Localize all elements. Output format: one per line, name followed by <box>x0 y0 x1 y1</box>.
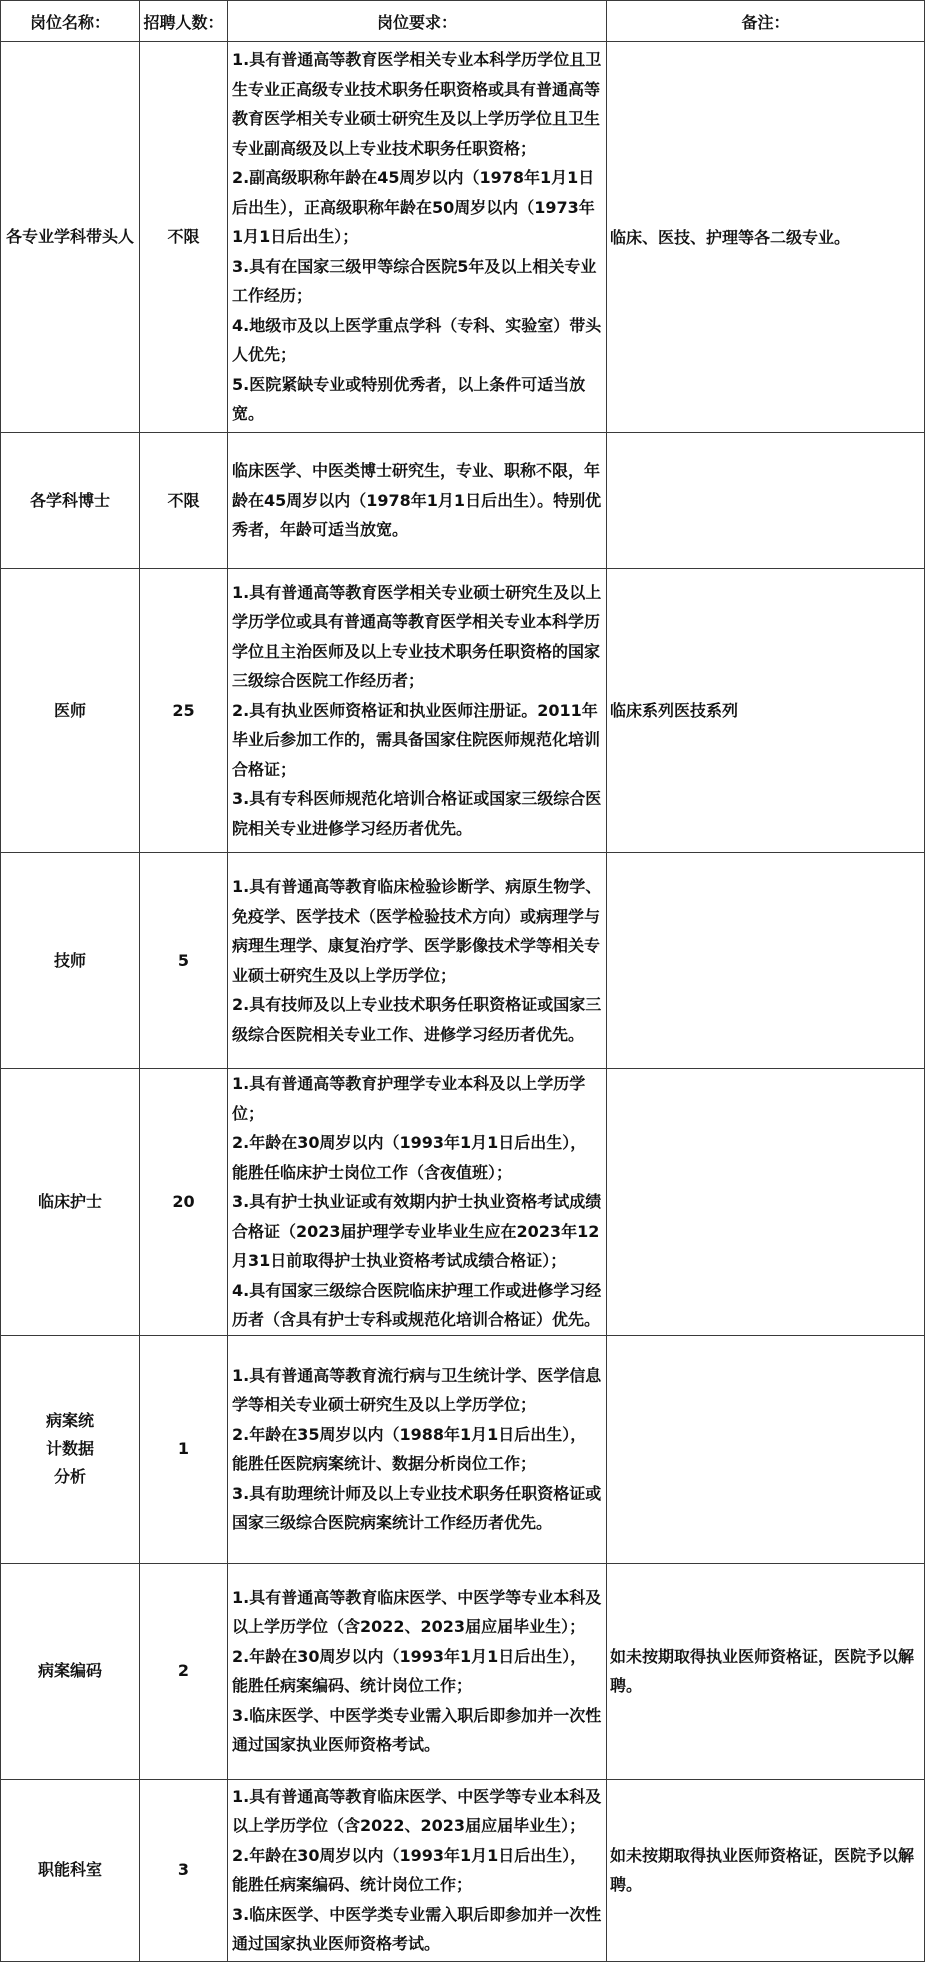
requirement-item: 2.具有技师及以上专业技术职务任职资格证或国家三级综合医院相关专业工作、进修学习经历者优先。 <box>232 995 602 1044</box>
headcount: 3 <box>140 1779 228 1961</box>
remarks <box>607 1069 925 1336</box>
headcount: 不限 <box>140 42 228 433</box>
table-row <box>1 569 925 853</box>
headcount: 20 <box>140 1069 228 1336</box>
header-requirements: 岗位要求： <box>228 1 607 42</box>
table-header-row <box>1 1 925 42</box>
requirement-item: 2.年龄在30周岁以内（1993年1月1日后出生），能胜任临床护士岗位工作（含夜值班）； <box>232 1133 587 1182</box>
remarks <box>607 433 925 569</box>
remarks: 如未按期取得执业医师资格证，医院予以解聘。 <box>607 1779 925 1961</box>
requirement-item: 2.年龄在30周岁以内（1993年1月1日后出生），能胜任病案编码、统计岗位工作； <box>232 1646 587 1695</box>
table-row <box>1 853 925 1069</box>
requirement-item: 2.副高级职称年龄在45周岁以内（1978年1月1日后出生），正高级职称年龄在50周岁以内（1973年1月1日后出生）； <box>232 168 595 247</box>
requirements <box>228 433 607 569</box>
requirements <box>228 42 607 433</box>
requirements <box>228 1335 607 1563</box>
requirement-item: 3.具有护士执业证或有效期内护士执业资格考试成绩合格证（2023届护理学专业毕业生应在2023年12月31日前取得护士执业资格考试成绩合格证）； <box>232 1192 602 1270</box>
requirement-item: 4.具有国家三级综合医院临床护理工作或进修学习经历者（含具有护士专科或规范化培训合格证）优先。 <box>232 1280 602 1329</box>
position-name: 各学科博士 <box>1 433 140 569</box>
requirement-item: 2.具有执业医师资格证和执业医师注册证。2011年毕业后参加工作的，需具备国家住院医师规范化培训合格证； <box>232 700 601 779</box>
requirements <box>228 1563 607 1779</box>
header-headcount: 招聘人数： <box>140 1 228 42</box>
position-name: 病案统计数据分析 <box>1 1335 140 1563</box>
table-row <box>1 1069 925 1336</box>
requirement-item: 2.年龄在30周岁以内（1993年1月1日后出生），能胜任病案编码、统计岗位工作； <box>232 1845 587 1894</box>
remarks: 临床系列医技系列 <box>607 569 925 853</box>
position-name: 各专业学科带头人 <box>1 42 140 433</box>
remarks <box>607 1335 925 1563</box>
position-name: 职能科室 <box>1 1779 140 1961</box>
position-name: 医师 <box>1 569 140 853</box>
requirement-item: 1.具有普通高等教育流行病与卫生统计学、医学信息学等相关专业硕士研究生及以上学历学位； <box>232 1365 602 1414</box>
table-row <box>1 1335 925 1563</box>
requirements <box>228 1779 607 1961</box>
headcount: 不限 <box>140 433 228 569</box>
requirement-item: 1.具有普通高等教育医学相关专业本科学历学位且卫生专业正高级专业技术职务任职资格或具有普通高等教育医学相关专业硕士研究生及以上学历学位且卫生专业副高级及以上专业技术职务任职资格； <box>232 50 602 158</box>
table-row <box>1 1779 925 1961</box>
requirements <box>228 1069 607 1336</box>
requirement-item: 5.医院紧缺专业或特别优秀者，以上条件可适当放宽。 <box>232 374 586 424</box>
headcount: 2 <box>140 1563 228 1779</box>
requirement-item: 3.临床医学、中医学类专业需入职后即参加并一次性通过国家执业医师资格考试。 <box>232 1904 602 1953</box>
requirement-item: 3.临床医学、中医学类专业需入职后即参加并一次性通过国家执业医师资格考试。 <box>232 1705 602 1754</box>
requirement-item: 3.具有专科医师规范化培训合格证或国家三级综合医院相关专业进修学习经历者优先。 <box>232 789 602 838</box>
requirement-item: 4.地级市及以上医学重点学科（专科、实验室）带头人优先； <box>232 315 602 365</box>
requirement-item: 3.具有助理统计师及以上专业技术职务任职资格证或国家三级综合医院病案统计工作经历者优先。 <box>232 1483 602 1532</box>
headcount: 1 <box>140 1335 228 1563</box>
remarks: 临床、医技、护理等各二级专业。 <box>607 42 925 433</box>
position-name: 临床护士 <box>1 1069 140 1336</box>
position-name: 技师 <box>1 853 140 1069</box>
remarks: 如未按期取得执业医师资格证，医院予以解聘。 <box>607 1563 925 1779</box>
header-remarks: 备注： <box>607 1 925 42</box>
requirement-item: 1.具有普通高等教育临床检验诊断学、病原生物学、免疫学、医学技术（医学检验技术方向）或病理学与病理生理学、康复治疗学、医学影像技术学等相关专业硕士研究生及以上学历学位； <box>232 877 602 985</box>
requirement-item: 1.具有普通高等教育临床医学、中医学等专业本科及以上学历学位（含2022、2023届应届毕业生）； <box>232 1786 602 1835</box>
headcount: 5 <box>140 853 228 1069</box>
table-row <box>1 42 925 433</box>
requirement-item: 1.具有普通高等教育医学相关专业硕士研究生及以上学历学位或具有普通高等教育医学相关专业本科学历学位且主治医师及以上专业技术职务任职资格的国家三级综合医院工作经历者； <box>232 582 602 691</box>
headcount: 25 <box>140 569 228 853</box>
requirements <box>228 853 607 1069</box>
header-position-name: 岗位名称： <box>1 1 140 42</box>
requirements <box>228 569 607 853</box>
table-row <box>1 433 925 569</box>
table-row <box>1 1563 925 1779</box>
requirement-item: 2.年龄在35周岁以内（1988年1月1日后出生），能胜任医院病案统计、数据分析岗位工作； <box>232 1424 587 1473</box>
requirement-item: 1.具有普通高等教育护理学专业本科及以上学历学位； <box>232 1074 586 1123</box>
requirement-item: 3.具有在国家三级甲等综合医院5年及以上相关专业工作经历； <box>232 256 597 306</box>
requirement-item: 临床医学、中医类博士研究生，专业、职称不限，年龄在45周岁以内（1978年1月1日后出生）。特别优秀者，年龄可适当放宽。 <box>232 461 602 540</box>
remarks <box>607 853 925 1069</box>
requirement-item: 1.具有普通高等教育临床医学、中医学等专业本科及以上学历学位（含2022、2023届应届毕业生）； <box>232 1587 602 1636</box>
position-name: 病案编码 <box>1 1563 140 1779</box>
